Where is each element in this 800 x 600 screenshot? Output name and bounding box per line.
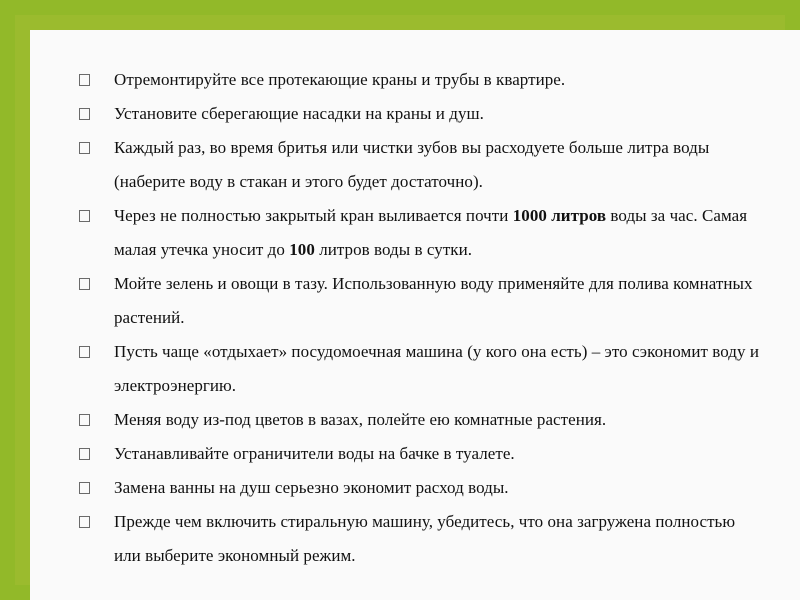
slide-content-panel [30,30,800,600]
list-item [30,335,800,403]
text-segment: Пусть чаще «отдыхает» посудомоечная машина (у кого она есть) – это сэкономит воду и электроэнергию. [114,342,759,395]
list-item [30,403,800,437]
text-segment: Меняя воду из-под цветов в вазах, полейте ею комнатные растения. [114,410,607,429]
text-segment: воды за час. Самая малая утечка уносит до [114,206,748,259]
bullet-marker-icon [79,210,90,222]
list-item [30,63,800,97]
bullet-marker-icon [79,516,90,528]
list-item [30,97,800,131]
text-segment: литров воды в сутки. [314,240,473,259]
bullet-marker-icon [79,482,90,494]
text-segment: Замена ванны на душ серьезно экономит расход воды. [114,478,509,497]
text-segment: Отремонтируйте все протекающие краны и трубы в квартире. [114,70,566,89]
text-segment: Прежде чем включить стиральную машину, убедитесь, что она загружена полностью или выберите экономный режим. [114,512,736,565]
list-item [30,505,800,573]
list-item-text [114,444,515,463]
bullet-marker-icon [79,414,90,426]
list-item-text [114,342,759,395]
bullet-marker-icon [79,108,90,120]
emphasized-value: 100 [289,240,315,259]
list-item-text [114,206,747,259]
bullet-marker-icon [79,346,90,358]
list-item-text [114,138,709,191]
emphasized-value: 1000 литров [512,206,607,225]
list-item-text [114,410,606,429]
list-item-text [114,478,509,497]
bullet-marker-icon [79,74,90,86]
text-segment: Мойте зелень и овощи в тазу. Использованную воду применяйте для полива комнатных растений. [114,274,753,327]
list-item [30,267,800,335]
bullet-marker-icon [79,448,90,460]
list-item-text [114,70,565,89]
text-segment: Устанавливайте ограничители воды на бачке в туалете. [114,444,515,463]
water-saving-tips-list [30,63,800,573]
list-item [30,471,800,505]
list-item [30,131,800,199]
text-segment: Каждый раз, во время бритья или чистки зубов вы расходуете больше литра воды (наберите воду в стакан и этого будет достаточно). [114,138,710,191]
list-item-text [114,274,753,327]
list-item [30,199,800,267]
text-segment: Через не полностью закрытый кран выливается почти [114,206,513,225]
bullet-marker-icon [79,278,90,290]
list-item [30,437,800,471]
list-item-text [114,104,484,123]
bullet-marker-icon [79,142,90,154]
list-item-text [114,512,735,565]
text-segment: Установите сберегающие насадки на краны и душ. [114,104,484,123]
